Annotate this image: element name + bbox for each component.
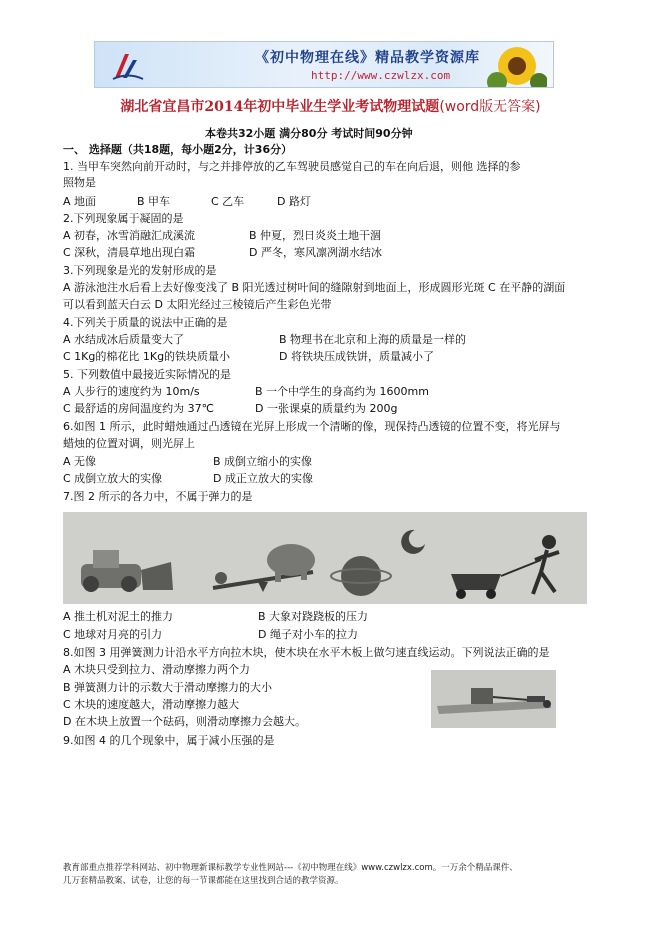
header-banner — [94, 41, 554, 88]
option-6a: A 无像 — [63, 455, 97, 468]
option-7c: C 地球对月亮的引力 — [63, 628, 163, 641]
question-8: 8.如图 3 用弹簧测力计沿水平方向拉木块，使木块在水平木板上做匀速直线运动。下列说法正确的是 — [63, 646, 550, 659]
question-9: 9.如图 4 的几个现象中，属于减小压强的是 — [63, 734, 275, 747]
title-main: 湖北省宜昌市2014年初中毕业生学业考试物理试题 — [120, 99, 440, 115]
option-1a: A 地面 — [63, 195, 97, 208]
banner-url[interactable]: http://www.czwlzx.com — [311, 69, 451, 82]
exam-meta: 本卷共32小题 满分80分 考试时间90分钟 — [205, 127, 413, 140]
option-1d: D 路灯 — [277, 195, 311, 208]
option-2d: D 严冬，寒风凛冽湖水结冰 — [249, 246, 382, 259]
option-7b: B 大象对跷跷板的压力 — [258, 610, 369, 623]
figure-2-force-illustrations — [63, 512, 587, 604]
option-7a: A 推土机对泥土的推力 — [63, 610, 174, 623]
question-3-options-cont: 可以看到蓝天白云 D 太阳光经过三棱镜后产生彩色光带 — [63, 298, 332, 311]
question-3: 3.下列现象是光的发射形成的是 — [63, 264, 217, 277]
option-6d: D 成正立放大的实像 — [213, 472, 313, 485]
option-5a: A 人步行的速度约为 10m/s — [63, 385, 200, 398]
question-6: 6.如图 1 所示，此时蜡烛通过凸透镜在光屏上形成一个清晰的像，现保持凸透镜的位置不变，将光屏与 — [63, 420, 561, 433]
option-4a: A 水结成冰后质量变大了 — [63, 333, 185, 346]
question-7: 7.图 2 所示的各力中，不属于弹力的是 — [63, 490, 253, 503]
sunflower-image — [487, 44, 547, 88]
page-footer — [63, 862, 643, 888]
question-1-cont: 照物是 — [63, 176, 96, 189]
option-8c: C 木块的速度越大，滑动摩擦力越大 — [63, 698, 240, 711]
figure-2-drawing — [63, 512, 587, 604]
bulldozer-icon — [81, 550, 173, 592]
footer-line-1: 教育部重点推荐学科网站、初中物理新课标教学专业性网站---《初中物理在线》www.czwlzx.com。一万余个精品课件、 — [63, 863, 518, 873]
option-8b: B 弹簧测力计的示数大于滑动摩擦力的大小 — [63, 681, 273, 694]
option-4c: C 1Kg的棉花比 1Kg的铁块质量小 — [63, 350, 231, 363]
banner-title: 《初中物理在线》精品教学资源库 — [255, 50, 480, 66]
footer-line-2: 几万套精品教案、试卷，让您的每一节课都能在这里找到合适的教学资源。 — [63, 876, 344, 886]
question-5: 5. 下列数值中最接近实际情况的是 — [63, 368, 231, 381]
option-6b: B 成倒立缩小的实像 — [213, 455, 313, 468]
option-8d: D 在木块上放置一个砝码，则滑动摩擦力会越大。 — [63, 715, 306, 728]
option-5d: D 一张课桌的质量约为 200g — [255, 402, 398, 415]
section-heading: 一、 选择题（共18题，每小题2分，计36分） — [63, 143, 293, 156]
option-8a: A 木块只受到拉力、滑动摩擦力两个力 — [63, 663, 251, 676]
option-6c: C 成倒立放大的实像 — [63, 472, 163, 485]
question-1: 1. 当甲车突然向前开动时，与之并排停放的乙车驾驶员感觉自己的车在向后退，则他 选择的参 — [63, 160, 521, 173]
option-2c: C 深秋，清晨草地出现白霜 — [63, 246, 196, 259]
option-2b: B 仲夏，烈日炎炎土地干涸 — [249, 229, 382, 242]
earth-moon-icon — [331, 530, 425, 596]
logo-icon — [111, 50, 145, 82]
question-4: 4.下列关于质量的说法中正确的是 — [63, 316, 228, 329]
document-title — [0, 96, 661, 116]
cart-rope-person-icon — [451, 535, 559, 599]
option-2a: A 初春，冰雪消融汇成溪流 — [63, 229, 196, 242]
option-4d: D 将铁块压成铁饼，质量减小了 — [279, 350, 434, 363]
option-1b: B 甲车 — [137, 195, 171, 208]
elephant-seesaw-icon — [213, 544, 315, 592]
option-1c: C 乙车 — [211, 195, 245, 208]
option-5c: C 最舒适的房间温度约为 37℃ — [63, 402, 215, 415]
option-7d: D 绳子对小车的拉力 — [258, 628, 358, 641]
option-4b: B 物理书在北京和上海的质量是一样的 — [279, 333, 467, 346]
question-3-options: A 游泳池注水后看上去好像变浅了 B 阳光透过树叶间的缝隙射到地面上，形成圆形光斑 C 在平静的湖面 — [63, 281, 566, 294]
figure-3-drawing — [431, 670, 556, 728]
question-6-cont: 蜡烛的位置对调，则光屏上 — [63, 437, 195, 450]
figure-3-spring-scale — [431, 670, 556, 728]
option-5b: B 一个中学生的身高约为 1600mm — [255, 385, 429, 398]
title-note: (word版无答案) — [439, 99, 541, 115]
question-2: 2.下列现象属于凝固的是 — [63, 212, 184, 225]
